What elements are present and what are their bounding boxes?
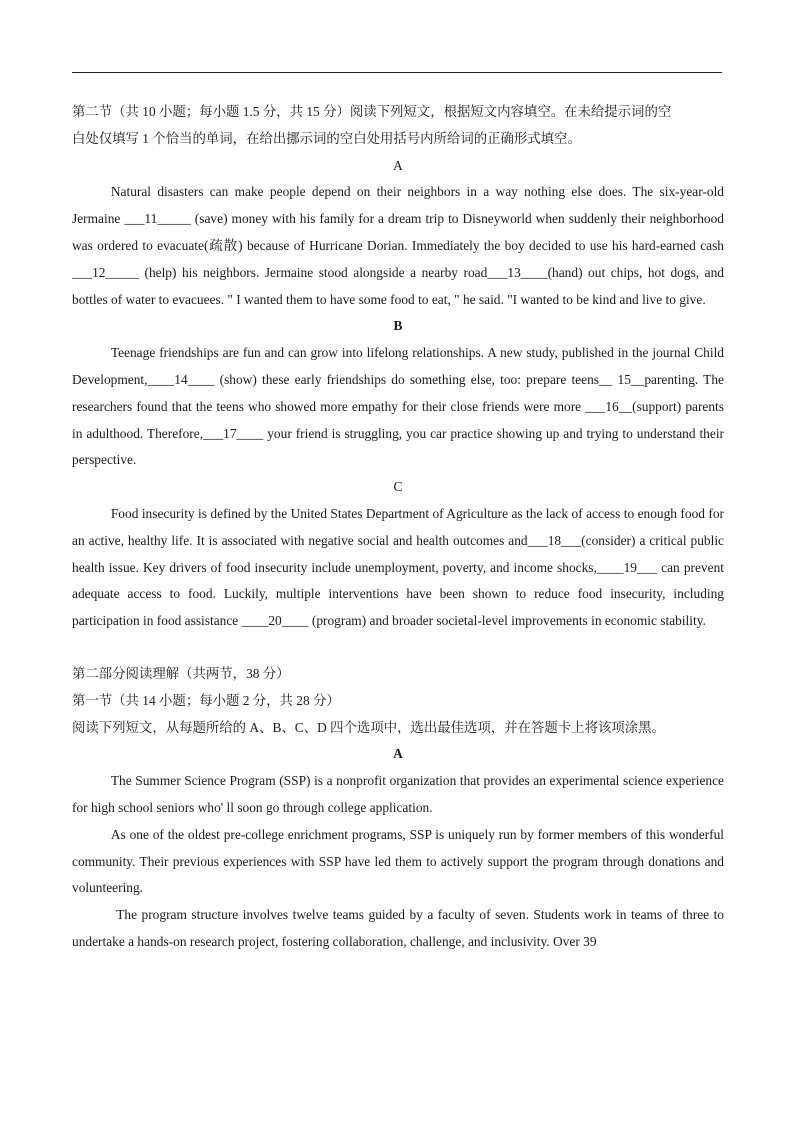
reading-a-para1: The Summer Science Program (SSP) is a nonprofit organization that provides an experimental science experience for high school seniors who' ll soon go through college application. [72, 773, 724, 815]
part2-instruction: 阅读下列短文，从每题所给的 A、B、C、D 四个选项中，选出最佳选项，并在答题卡上将该项涂黑。 [72, 719, 665, 735]
reading-a-para2: As one of the oldest pre-college enrichment programs, SSP is uniquely run by former members of this wonderful community. Their previous experiences with SSP have led them to actively support the program through donations and volunteering. [72, 826, 724, 896]
header-rule [72, 72, 722, 73]
part2-section1-title: 第一节（共 14 小题；每小题 2 分，共 28 分） [72, 692, 340, 708]
passage-b-text: Teenage friendships are fun and can grow into lifelong relationships. A new study, published in the journal Child Development,____14____ (show) these early friendships do something else, too: prepare teens__ 15__parenting. The researchers found that the teens who showed more empathy for their close friends were more ___16__(support) parents in adulthood. Therefore,___17____ your friend is struggling, you car practice showing up and trying to understand their perspective. [72, 345, 724, 468]
part2-title: 第二部分阅读理解（共两节，38 分） [72, 665, 290, 681]
section2-intro-line2: 白处仅填写 1 个恰当的单词，在给出挪示词的空白处用括号内所给词的正确形式填空。 [72, 130, 581, 146]
section2-intro-line1: 第二节（共 10 小题；每小题 1.5 分，共 15 分）阅读下列短文，根据短文内容填空。在未给提示词的空 [72, 104, 672, 119]
passage-c-text: Food insecurity is defined by the United States Department of Agriculture as the lack of access to enough food for an active, healthy life. It is associated with negative social and health outcomes and___18___(consider) a critical public health issue. Key drivers of food insecurity include unemployment, poverty, and income shocks,____19___ can prevent adequate access to food. Luckily, multiple interventions have been shown to reduce food insecurity, including participation in food assistance ____20____ (program) and broader societal-level improvements in economic stability. [72, 505, 724, 629]
passage-b-heading: B [393, 318, 403, 334]
passage-a-text: Natural disasters can make people depend on their neighbors in a way nothing else does. The six-year-old Jermaine ___11_____ (save) money with his family for a dream trip to Disneyworld when suddenly their neighborhood was ordered to evacuate(疏散) because of Hurricane Dorian. Immediately the boy decided to use his hard-earned cash ___12_____ (help) his neighbors. Jermaine stood alongside a nearby road___13____(hand) out chips, hot dogs, and bottles of water to evacuees. " I wanted them to have some food to eat, " he said. "I wanted to be kind and live to give. [72, 184, 724, 307]
section-gap [72, 635, 724, 661]
passage-a-heading: A [393, 157, 403, 173]
reading-a-para3: The program structure involves twelve teams guided by a faculty of seven. Students work in teams of three to undertake a hands-on research project, fostering collaboration, challenge, and inclusivity. Over 39 [72, 907, 724, 949]
reading-a-heading: A [393, 746, 403, 762]
page-content [72, 99, 724, 956]
passage-c-heading: C [393, 479, 403, 495]
